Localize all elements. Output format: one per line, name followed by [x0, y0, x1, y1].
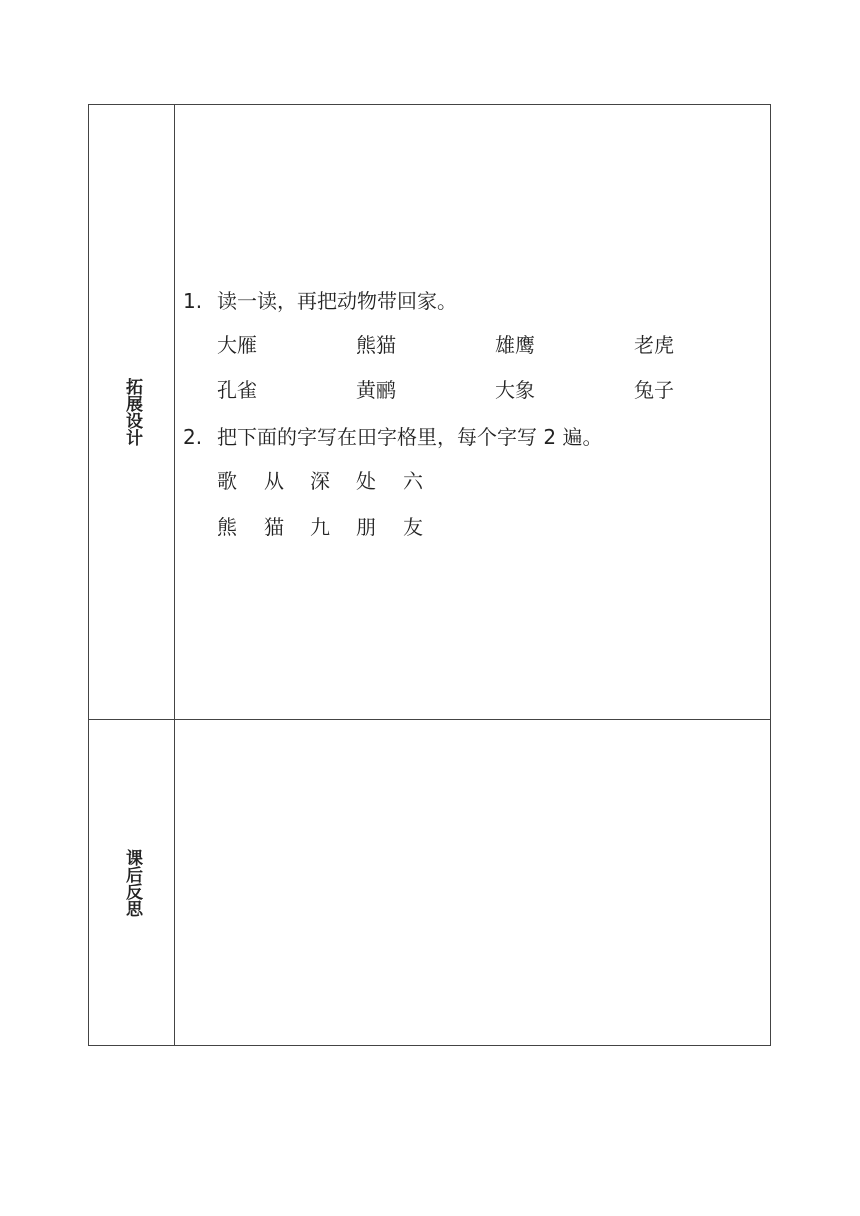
animal-word: 黄鹂 [356, 378, 396, 402]
extension-design-content [175, 105, 770, 719]
practice-character: 深 [310, 469, 330, 493]
animal-word: 老虎 [634, 333, 674, 357]
reflection-label: 课后反思 [122, 849, 142, 917]
question-1-number: 1. [183, 289, 203, 313]
lesson-plan-table [88, 104, 771, 1046]
practice-character: 友 [403, 515, 423, 539]
animal-word: 熊猫 [356, 333, 396, 357]
question-1 [183, 291, 457, 311]
after-class-reflection-row [89, 720, 770, 1046]
extension-design-row [89, 105, 770, 720]
animal-word: 孔雀 [217, 378, 257, 402]
question-2-text: 把下面的字写在田字格里，每个字写 2 遍。 [217, 425, 603, 449]
question-2 [183, 427, 602, 447]
extension-design-label-cell [89, 105, 175, 719]
animal-word: 雄鹰 [495, 333, 535, 357]
practice-character: 九 [310, 515, 330, 539]
practice-character: 歌 [217, 469, 237, 493]
practice-character: 熊 [217, 515, 237, 539]
practice-character: 从 [264, 469, 284, 493]
question-1-text: 读一读，再把动物带回家。 [217, 289, 457, 313]
practice-character: 朋 [356, 515, 376, 539]
reflection-content [175, 720, 770, 1046]
animal-word: 兔子 [634, 378, 674, 402]
animal-word: 大象 [495, 378, 535, 402]
question-2-number: 2. [183, 425, 203, 449]
practice-character: 猫 [264, 515, 284, 539]
reflection-label-cell [89, 720, 175, 1046]
extension-design-label: 拓展设计 [122, 378, 142, 446]
practice-character: 六 [403, 469, 423, 493]
animal-word: 大雁 [217, 333, 257, 357]
practice-character: 处 [356, 469, 376, 493]
